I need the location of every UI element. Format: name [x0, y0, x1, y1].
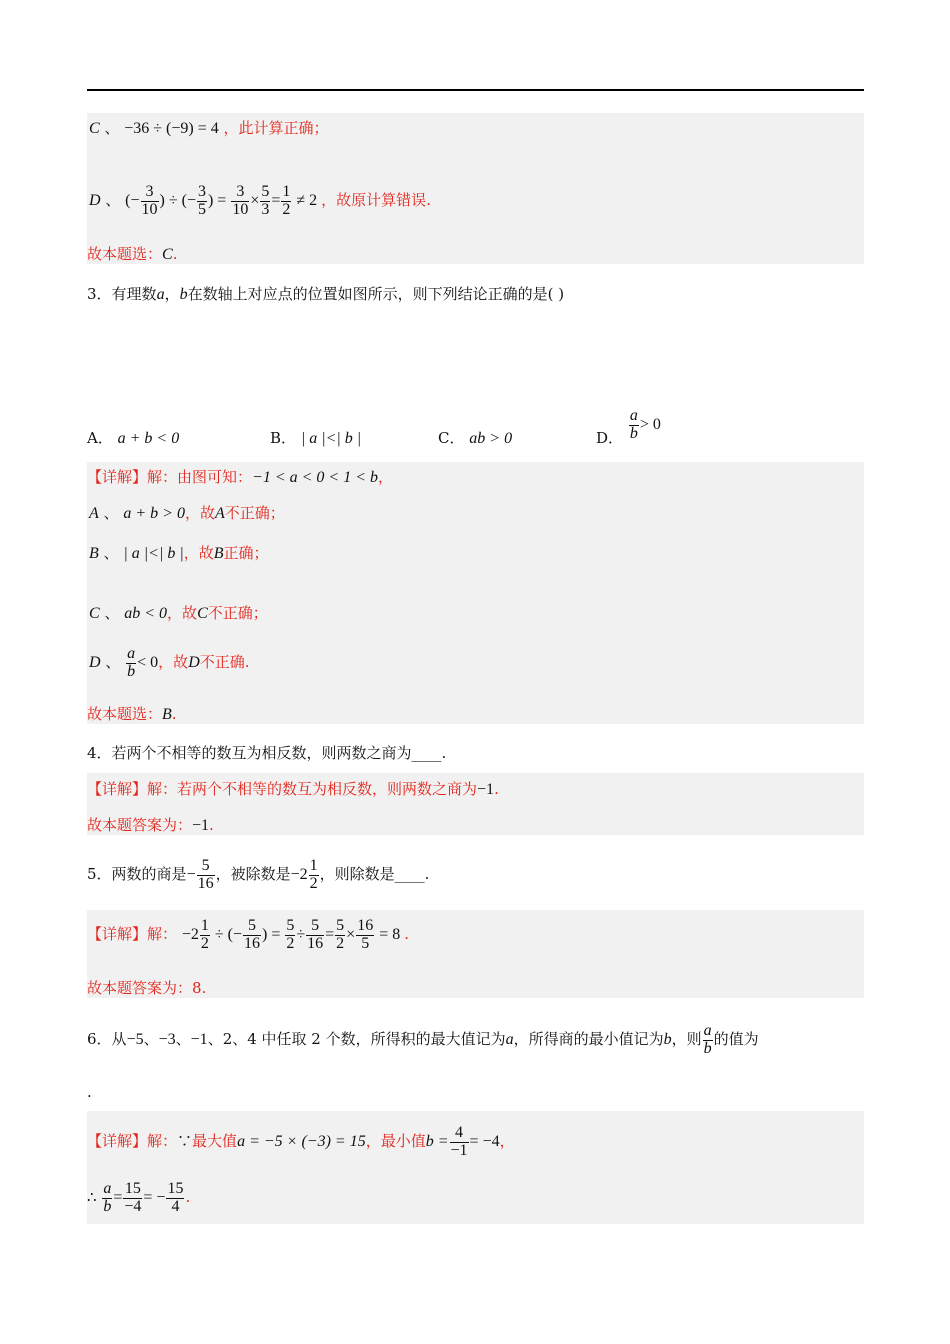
fraction: $\frac{a}{b}$: [703, 1021, 712, 1057]
solution-q6-result: ∴ $\frac{a}{b}$ = $\frac{15}{-4}$ = − $\frac{15}{4}$ .: [87, 1179, 191, 1215]
fraction: $\frac{5}{16}$: [307, 917, 324, 952]
formula: −2 $\frac{1}{2}$ ÷ (− $\frac{5}{16}$ ) = $\frac{5}{2}$ ÷ $\frac{5}{16}$ = $\frac{5}{2}$ × $\frac{16}{5}$ = 8: [181, 917, 401, 952]
question-4: 4．若两个不相等的数互为相反数，则两数之商为____.: [87, 744, 447, 762]
fraction: $\frac{1}{2}$: [282, 183, 291, 218]
fraction: $\frac{4}{-1}$: [450, 1123, 468, 1159]
option-d: D． $\frac{a}{b}$ > 0: [596, 406, 661, 447]
solution-q6-line: 【详解】解：∵最大值a = −5 × (−3) = 15，最小值b = $\frac{4}{-1}$ = −4，: [87, 1123, 515, 1159]
fraction: $\frac{3}{5}$: [197, 183, 206, 218]
fraction: $\frac{a}{b}$: [103, 1179, 112, 1215]
fraction: $\frac{5}{2}$: [336, 917, 345, 952]
solution-q3-conclusion: 故本题选：B.: [87, 705, 177, 723]
fraction: $\frac{a}{b}$: [127, 644, 136, 680]
solution-q4-conclusion: 故本题答案为：−1.: [87, 816, 214, 834]
fraction: $\frac{1}{2}$: [309, 856, 318, 892]
option-a: A． a + b < 0: [87, 429, 180, 447]
formula: (− $\frac{3}{10}$ ) ÷ (− $\frac{3}{5}$ ) = $\frac{3}{10}$ × $\frac{5}{3}$ = $\frac{1}{2}$ ≠ 2: [125, 183, 318, 218]
option-c: C． ab > 0: [438, 429, 513, 447]
fraction: $\frac{3}{10}$: [141, 183, 158, 218]
solution-q4-line: 【详解】解：若两个不相等的数互为相反数，则两数之商为−1.: [87, 780, 499, 798]
question-6: 6．从−5、−3、−1、2、4 中任取 2 个数，所得积的最大值记为a，所得商的最小值记为b，则 $\frac{a}{b}$ 的值为: [87, 1021, 759, 1057]
question-6-trail: .: [87, 1083, 92, 1101]
fraction: $\frac{5}{16}$: [243, 917, 260, 952]
solution-q2-item-c: C 、 −36 ÷ (−9) = 4 ，此计算正确；: [89, 119, 329, 137]
solution-q3-item-a: A 、 a + b > 0，故A不正确；: [89, 504, 285, 522]
solution-block-q3: [87, 462, 864, 724]
formula: −36 ÷ (−9) = 4: [124, 120, 219, 137]
solution-q2-conclusion: 故本题选：C.: [87, 245, 178, 263]
fraction: $\frac{1}{2}$: [200, 917, 209, 952]
fraction: $\frac{5}{16}$: [197, 856, 214, 892]
fraction: $\frac{5}{2}$: [286, 917, 295, 952]
fraction: $\frac{15}{-4}$: [124, 1179, 142, 1215]
solution-q3-item-c: C 、 ab < 0，故C不正确；: [89, 604, 268, 622]
solution-q2-item-d: D 、 (− $\frac{3}{10}$ ) ÷ (− $\frac{3}{5}$ ) = $\frac{3}{10}$ × $\frac{5}{3}$ = $\frac{1}{2}$ ≠ 2 ，故原计算错误.: [89, 183, 431, 218]
fraction: $\frac{a}{b}$: [629, 406, 638, 442]
header-rule: [87, 89, 864, 91]
question-5: 5．两数的商是− $\frac{5}{16}$ ，被除数是−2 $\frac{1}{2}$ ，则除数是____.: [87, 856, 430, 892]
question-3: 3．有理数a，b在数轴上对应点的位置如图所示，则下列结论正确的是( ): [87, 285, 565, 303]
solution-q3-intro: 【详解】解：由图可知：−1 < a < 0 < 1 < b，: [87, 468, 394, 486]
solution-q3-item-b: B 、 | a |<| b |，故B正确；: [89, 544, 269, 562]
solution-q3-item-d: D 、 $\frac{a}{b}$ < 0，故D不正确.: [89, 644, 250, 680]
fraction: $\frac{5}{3}$: [261, 183, 270, 218]
fraction: $\frac{16}{5}$: [357, 917, 374, 952]
fraction: $\frac{3}{10}$: [232, 183, 249, 218]
option-b: B． | a |<| b |: [270, 429, 362, 447]
solution-q5-line: 【详解】解： −2 $\frac{1}{2}$ ÷ (− $\frac{5}{16}$ ) = $\frac{5}{2}$ ÷ $\frac{5}{16}$ = $\frac{5}{2}$ × $\frac{16}{5}$ = 8 .: [87, 917, 409, 952]
solution-q5-conclusion: 故本题答案为：8.: [87, 979, 207, 997]
fraction: $\frac{15}{4}$: [167, 1179, 184, 1215]
